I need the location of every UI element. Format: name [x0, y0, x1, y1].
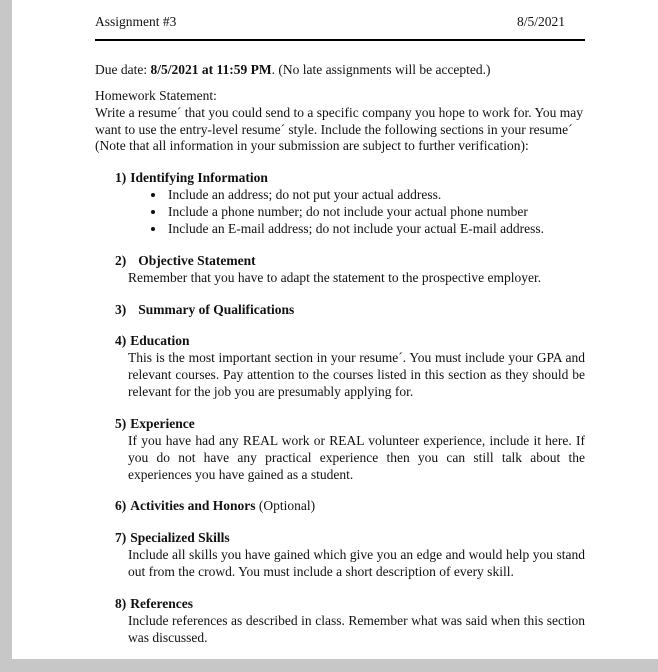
page-bottom-margin: [0, 659, 658, 672]
section-identifying-information: [115, 170, 585, 238]
section-title: Summary of Qualifications: [138, 301, 295, 317]
header-assignment-title: Assignment #3: [95, 14, 177, 29]
section-title-suffix: (Optional): [255, 498, 316, 514]
bullet-list: [150, 187, 585, 238]
section-title: Education: [130, 333, 190, 349]
page-left-margin: [0, 0, 12, 672]
section-heading: [115, 302, 585, 319]
section-title: References: [130, 595, 193, 611]
section-summary-of-qualifications: [115, 302, 585, 319]
due-date-line: [95, 62, 585, 79]
section-heading: [115, 596, 585, 613]
section-title: Identifying Information: [130, 170, 268, 186]
due-date-suffix: . (No late assignments will be accepted.): [271, 61, 491, 77]
section-body: If you have had any REAL work or REAL volunteer experience, include it here. If you do not have any practical experience then you can still talk about the experiences you have gained as a student.: [128, 432, 585, 482]
homework-statement-label: Homework Statement:: [95, 87, 217, 103]
section-heading: [115, 530, 585, 547]
section-heading: [115, 253, 585, 270]
section-body: Include all skills you have gained which give you an edge and would help you stand out from the crowd. You must include a short description of every skill.: [128, 547, 585, 579]
section-body: Remember that you have to adapt the statement to the prospective employer.: [128, 269, 542, 285]
section-activities-and-honors: [115, 498, 585, 515]
header-date: 8/5/2021: [516, 14, 565, 29]
section-body: Include references as described in class. Remember what was said when this section was discussed.: [128, 612, 585, 645]
list-item: • Include a phone number; do not include your actual phone number: [166, 204, 585, 221]
section-heading: [115, 333, 585, 350]
section-specialized-skills: [115, 530, 585, 581]
section-number: 2): [115, 252, 127, 268]
section-title: Experience: [130, 415, 195, 431]
section-title: Objective Statement: [138, 252, 256, 268]
section-references: [115, 596, 585, 647]
section-heading: [115, 416, 585, 433]
section-number: 1): [115, 170, 127, 186]
section-number: 8): [115, 595, 127, 611]
due-date-prefix: Due date:: [95, 61, 151, 77]
document-header: [95, 14, 585, 31]
section-heading: [115, 498, 585, 515]
section-body: This is the most important section in your resume´. You must include your GPA and relevant courses. Pay attention to the courses listed in this section as they should be relevant for the job you are presumably applying for.: [128, 350, 585, 399]
section-number: 4): [115, 333, 127, 349]
section-title: Activities and Honors: [130, 498, 256, 514]
section-objective-statement: [115, 253, 585, 287]
section-number: 6): [115, 498, 127, 514]
list-item: • Include an address; do not put your actual address.: [166, 187, 585, 204]
section-number: 5): [115, 415, 127, 431]
header-rule: [95, 39, 585, 41]
section-education: [115, 333, 585, 401]
section-heading: [115, 170, 585, 187]
section-title: Specialized Skills: [130, 530, 230, 546]
due-date-value: 8/5/2021 at 11:59 PM: [150, 61, 272, 77]
homework-statement-body: Write a resume´ that you could send to a specific company you hope to work for. You may want to use the entry-level resume´ style. Include the following sections in your resume´ (Note that all information in your submission are subject to further verification):: [95, 104, 583, 154]
section-experience: [115, 416, 585, 484]
list-item: • Include an E-mail address; do not include your actual E-mail address.: [166, 221, 585, 238]
section-number: 7): [115, 530, 127, 546]
section-number: 3): [115, 301, 127, 317]
